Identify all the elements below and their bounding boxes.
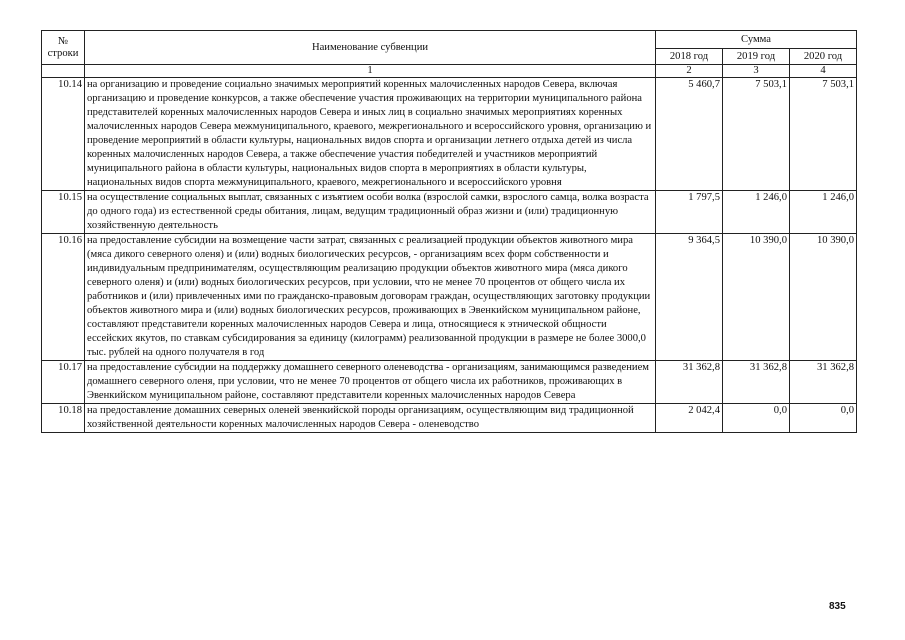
row-value-2019: 0,0 <box>723 404 790 433</box>
row-value-2020: 31 362,8 <box>790 361 857 404</box>
column-number-2: 2 <box>656 65 723 78</box>
header-subvention-name: Наименование субвенции <box>85 31 656 65</box>
column-number-1: 1 <box>85 65 656 78</box>
row-value-2020: 7 503,1 <box>790 78 857 191</box>
table-row <box>42 404 857 433</box>
table-row <box>42 191 857 234</box>
row-subvention-name: на предоставление субсидии на поддержку домашнего северного оленеводства - организациям, занимающимся разведением домашнего северного оленя, при условии, что не менее 70 процентов от общего числа их работников, проживающих в Эвенкийском муниципальном районе, составляют представители коренных малочисленных народов Севера <box>85 361 656 404</box>
row-value-2019: 7 503,1 <box>723 78 790 191</box>
row-value-2020: 10 390,0 <box>790 234 857 361</box>
row-subvention-name: на организацию и проведение социально значимых мероприятий коренных малочисленных народов Севера, включая организацию и проведение конкурсов, а также обеспечение участия проживающих на территории муниципального района представителей коренных малочисленных народов Севера и иных лиц в социально значимых мероприятиях коренных малочисленных народов Севера межмуниципального, краевого, межрегионального и всероссийского уровня, организацию и проведение мероприятий в области культуры, национальных видов спорта и организации летнего отдыха детей из числа коренных малочисленных народов Севера, а также обеспечение участия победителей и участников мероприятий муниципального района в области культуры, национальных видов спорта в мероприятиях в области культуры, национальных видов спорта межмуниципального, краевого, межрегионального и всероссийского уровня <box>85 78 656 191</box>
column-number-row <box>42 65 857 78</box>
column-number-3: 3 <box>723 65 790 78</box>
row-value-2018: 31 362,8 <box>656 361 723 404</box>
page-number: 835 <box>829 601 846 612</box>
table-row <box>42 234 857 361</box>
column-number-4: 4 <box>790 65 857 78</box>
row-code: 10.14 <box>42 78 85 191</box>
row-value-2018: 2 042,4 <box>656 404 723 433</box>
row-value-2019: 31 362,8 <box>723 361 790 404</box>
row-value-2020: 0,0 <box>790 404 857 433</box>
row-code: 10.15 <box>42 191 85 234</box>
row-value-2018: 1 797,5 <box>656 191 723 234</box>
row-value-2019: 10 390,0 <box>723 234 790 361</box>
row-code: 10.17 <box>42 361 85 404</box>
column-number-blank <box>42 65 85 78</box>
header-year-2020: 2020 год <box>790 49 857 65</box>
header-sum: Сумма <box>656 31 857 49</box>
header-year-2018: 2018 год <box>656 49 723 65</box>
row-value-2018: 5 460,7 <box>656 78 723 191</box>
table-row <box>42 78 857 191</box>
header-year-2019: 2019 год <box>723 49 790 65</box>
row-code: 10.18 <box>42 404 85 433</box>
row-subvention-name: на осуществление социальных выплат, связанных с изъятием особи волка (взрослой самки, взрослого самца, волка возраста до одного года) из естественной среды обитания, лицам, ведущим традиционный образ жизни и (или) традиционную хозяйственную деятельность <box>85 191 656 234</box>
subventions-table <box>41 30 857 433</box>
header-row-number <box>42 31 85 65</box>
row-subvention-name: на предоставление домашних северных оленей эвенкийской породы организациям, осуществляющим вид традиционной хозяйственной деятельности коренных малочисленных народов Севера - оленеводство <box>85 404 656 433</box>
row-value-2018: 9 364,5 <box>656 234 723 361</box>
row-value-2019: 1 246,0 <box>723 191 790 234</box>
table-row <box>42 361 857 404</box>
row-value-2020: 1 246,0 <box>790 191 857 234</box>
header-row-number-label: № строки <box>47 35 79 59</box>
row-code: 10.16 <box>42 234 85 361</box>
row-subvention-name: на предоставление субсидии на возмещение части затрат, связанных с реализацией продукции объектов животного мира (мяса дикого северного оленя) и (или) водных биологических ресурсов, - организациям всех форм собственности и индивидуальным предпринимателям, осуществляющим реализацию продукции объектов животного мира (мяса дикого северного оленя) и (или) водных биологических ресурсов, при условии, что не менее 70 процентов от общего числа их работников и (или) привлеченных ими по гражданско-правовым договорам граждан, осуществляющих заготовку продукции объектов животного мира и (или) водных биологических ресурсов, проживающих в Эвенкийском муниципальном районе, составляют представители коренных малочисленных народов Севера и лица, относящиеся к этнической общности ессейских якутов, по ставкам субсидирования за единицу (килограмм) реализованной продукции в размере не более 3000,0 тыс. рублей на одного получателя в год <box>85 234 656 361</box>
